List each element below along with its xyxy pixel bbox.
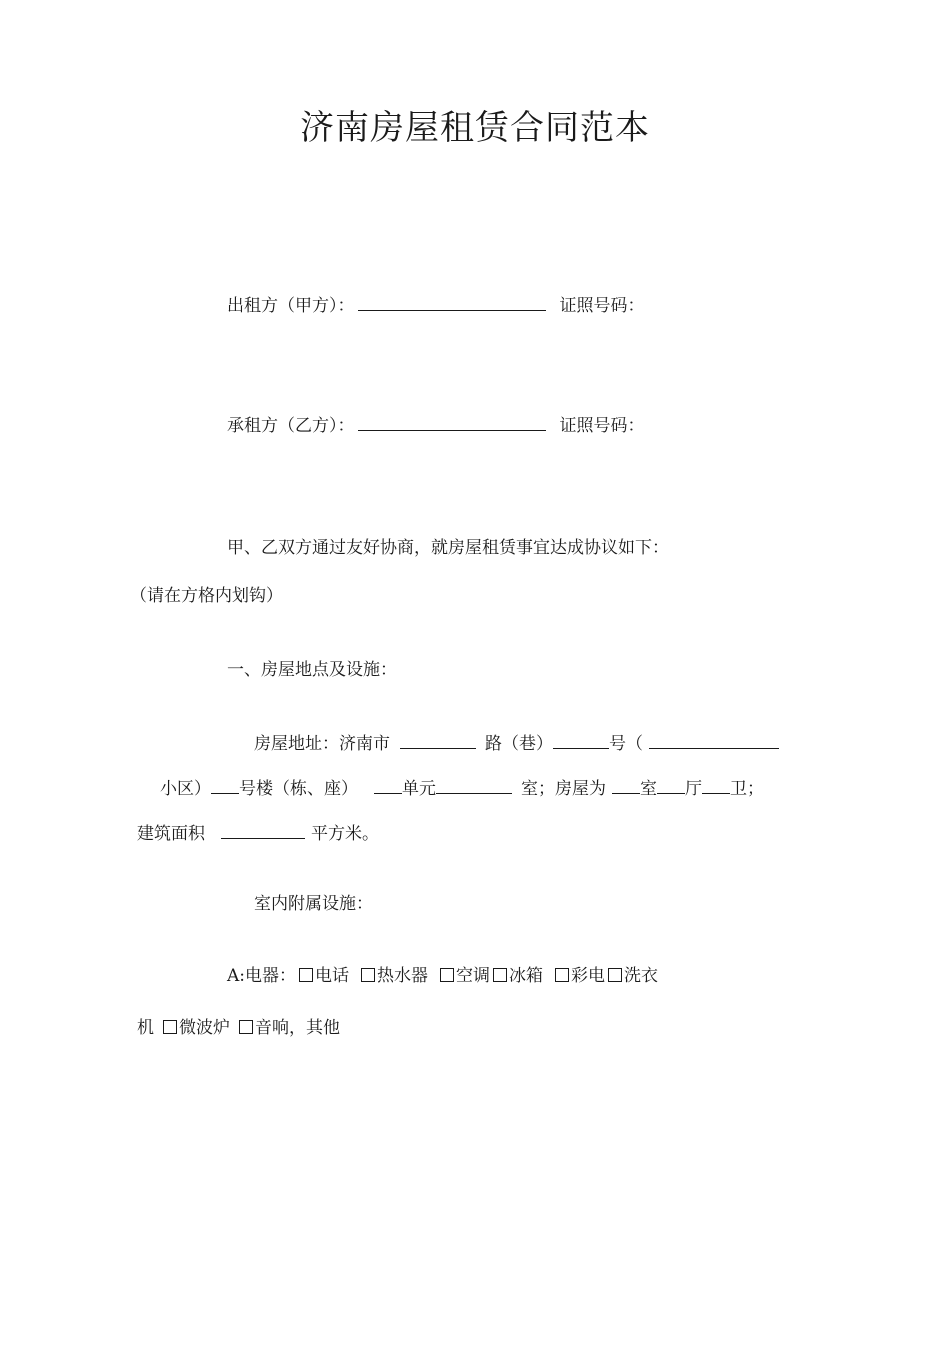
- phone-checkbox[interactable]: [299, 968, 313, 982]
- tv-label: 彩电: [571, 966, 606, 986]
- audio-checkbox[interactable]: [239, 1020, 253, 1034]
- road-blank[interactable]: [400, 731, 476, 749]
- fridge-label: 冰箱: [509, 966, 544, 986]
- lessor-name-blank[interactable]: [358, 293, 546, 311]
- document-title: 济南房屋租赁合同范本: [300, 108, 650, 148]
- area-blank[interactable]: [221, 821, 305, 839]
- area-label: 建筑面积: [137, 824, 205, 844]
- area-line: [137, 821, 379, 845]
- address-label: 房屋地址：济南市: [254, 734, 390, 754]
- washer-checkbox[interactable]: [608, 968, 622, 982]
- intro-instruction: （请在方格内划钩）: [130, 586, 283, 606]
- intro-statement: 甲、乙双方通过友好协商，就房屋租赁事宜达成协议如下：: [227, 538, 669, 558]
- address-line-2: [160, 776, 764, 800]
- washer-label-continued: 机: [137, 1018, 154, 1038]
- bath-label: 卫；: [730, 779, 764, 799]
- road-label: 路（巷）: [485, 734, 553, 754]
- lessor-label: 出租方（甲方）：: [227, 296, 355, 316]
- microwave-checkbox[interactable]: [163, 1020, 177, 1034]
- area-unit: 平方米。: [311, 824, 379, 844]
- unit-label: 单元: [402, 779, 436, 799]
- ac-checkbox[interactable]: [440, 968, 454, 982]
- building-blank[interactable]: [211, 776, 239, 794]
- community-blank[interactable]: [649, 731, 779, 749]
- facilities-heading: 室内附属设施：: [254, 894, 373, 914]
- water-heater-label: 热水器: [377, 966, 429, 986]
- room-number-blank[interactable]: [436, 776, 512, 794]
- appliances-line-2: [137, 1017, 340, 1039]
- lessee-line: [227, 413, 645, 437]
- audio-other-label: 音响，其他: [255, 1018, 340, 1038]
- unit-blank[interactable]: [374, 776, 402, 794]
- appliances-line-1: [227, 965, 658, 987]
- lessee-name-blank[interactable]: [358, 413, 546, 431]
- fridge-checkbox[interactable]: [493, 968, 507, 982]
- water-heater-checkbox[interactable]: [361, 968, 375, 982]
- community-label: 小区）: [160, 779, 211, 799]
- lessee-id-label: 证照号码：: [559, 416, 645, 436]
- bedroom-count-blank[interactable]: [612, 776, 640, 794]
- room-label: 室；房屋为: [521, 779, 606, 799]
- bath-count-blank[interactable]: [702, 776, 730, 794]
- number-label: 号（: [609, 734, 643, 754]
- lessor-id-label: 证照号码：: [559, 296, 645, 316]
- microwave-label: 微波炉: [179, 1018, 230, 1038]
- washer-label: 洗衣: [624, 966, 659, 986]
- address-line-1: [254, 731, 779, 755]
- lessee-label: 承租方（乙方）：: [227, 416, 355, 436]
- tv-checkbox[interactable]: [555, 968, 569, 982]
- building-label: 号楼（栋、座）: [239, 779, 358, 799]
- ac-label: 空调: [456, 966, 491, 986]
- bedroom-label: 室: [640, 779, 657, 799]
- hall-label: 厅: [685, 779, 702, 799]
- phone-label: 电话: [315, 966, 350, 986]
- street-number-blank[interactable]: [553, 731, 609, 749]
- appliances-label: A:电器：: [227, 966, 297, 986]
- lessor-line: [227, 293, 645, 317]
- section-1-heading: 一、房屋地点及设施：: [227, 660, 397, 680]
- hall-count-blank[interactable]: [657, 776, 685, 794]
